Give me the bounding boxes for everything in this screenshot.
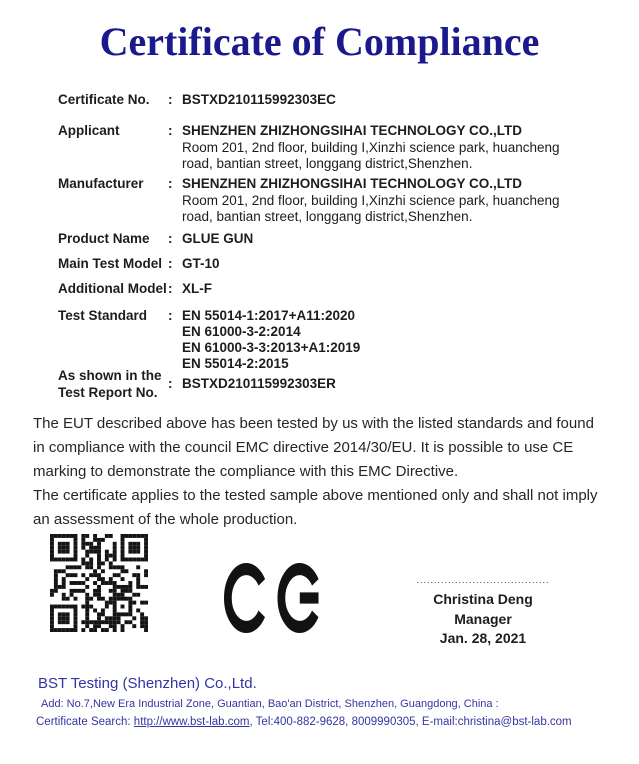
field-main-test-model <box>58 256 220 273</box>
footer-contact-info: , Tel:400-882-9628, 8009990305, E-mail:christina@bst-lab.com <box>249 716 572 728</box>
field-manufacturer <box>58 176 560 226</box>
manufacturer-address-line2: road, bantian street, longgang district,Shenzhen. <box>182 209 473 224</box>
colon: : <box>168 281 173 296</box>
field-label: Test Standard <box>58 308 148 323</box>
field-test-report-no <box>58 368 336 401</box>
colon: : <box>168 308 173 323</box>
applicant-value <box>182 123 560 173</box>
manufacturer-value <box>182 176 560 226</box>
colon: : <box>168 123 173 138</box>
colon: : <box>168 376 173 392</box>
statement-line: The certificate applies to the tested sample above mentioned only and shall not imply <box>33 487 598 504</box>
issuer-address: Add: No.7,New Era Industrial Zone, Guantian, Bao'an District, Shenzhen, Guangdong, China : <box>41 698 499 710</box>
colon: : <box>168 231 173 246</box>
test-report-number: BSTXD210115992303ER <box>182 376 336 392</box>
field-label: Applicant <box>58 123 120 138</box>
field-certificate-no <box>58 92 336 109</box>
applicant-address-line2: road, bantian street, longgang district,Shenzhen. <box>182 156 473 171</box>
issuer-company-name: BST Testing (Shenzhen) Co.,Ltd. <box>38 675 257 692</box>
additional-model-value: XL-F <box>182 281 212 296</box>
signatory-name: Christina Deng <box>433 591 533 607</box>
signature-dotted-line: ...................................... <box>416 575 550 585</box>
field-label: Additional Model <box>58 281 167 296</box>
field-label-line1: As shown in the <box>58 368 162 383</box>
ce-marking-icon <box>224 563 320 633</box>
field-additional-model <box>58 281 212 298</box>
certificate-search-link[interactable]: http://www.bst-lab.com <box>133 716 250 728</box>
compliance-statement <box>33 412 623 532</box>
colon: : <box>168 92 173 107</box>
colon: : <box>168 256 173 271</box>
field-applicant <box>58 123 560 173</box>
signature-block <box>398 574 568 649</box>
applicant-name: SHENZHEN ZHIZHONGSIHAI TECHNOLOGY CO.,LTD <box>182 123 523 138</box>
main-test-model-value: GT-10 <box>182 256 220 271</box>
test-standard-item: EN 55014-2:2015 <box>182 356 289 371</box>
statement-line: The EUT described above has been tested by us with the listed standards and found <box>33 415 594 432</box>
field-label: Main Test Model <box>58 256 163 271</box>
manufacturer-address-line1: Room 201, 2nd floor, building I,Xinzhi science park, huancheng <box>182 192 560 208</box>
applicant-address-line1: Room 201, 2nd floor, building I,Xinzhi science park, huancheng <box>182 139 560 155</box>
product-name-value: GLUE GUN <box>182 231 254 246</box>
field-label: Certificate No. <box>58 92 150 107</box>
colon: : <box>168 176 173 191</box>
certificate-search-label: Certificate Search: <box>36 716 134 728</box>
signatory-role: Manager <box>454 610 512 627</box>
statement-line: an assessment of the whole production. <box>33 511 298 528</box>
field-product-name <box>58 231 253 248</box>
field-label <box>58 368 168 401</box>
signature-date: Jan. 28, 2021 <box>439 630 527 646</box>
test-standard-item: EN 61000-3-2:2014 <box>182 324 301 339</box>
manufacturer-name: SHENZHEN ZHIZHONGSIHAI TECHNOLOGY CO.,LTD <box>182 176 523 191</box>
field-test-standard <box>58 308 360 372</box>
test-standard-list <box>182 308 360 372</box>
qr-code-icon <box>50 534 148 632</box>
certificate-number: BSTXD210115992303EC <box>182 92 336 107</box>
field-label: Product Name <box>58 231 150 246</box>
test-standard-item: EN 55014-1:2017+A11:2020 <box>182 308 356 323</box>
field-label: Manufacturer <box>58 176 144 191</box>
statement-line: marking to demonstrate the compliance with this EMC Directive. <box>33 463 459 480</box>
footer-contact-line <box>36 716 572 728</box>
certificate-title: Certificate of Compliance <box>99 19 540 64</box>
statement-line: in compliance with the council EMC directive 2014/30/EU. It is possible to use CE <box>33 439 574 456</box>
field-label-line2: Test Report No. <box>58 384 158 400</box>
test-standard-item: EN 61000-3-3:2013+A1:2019 <box>182 340 361 355</box>
